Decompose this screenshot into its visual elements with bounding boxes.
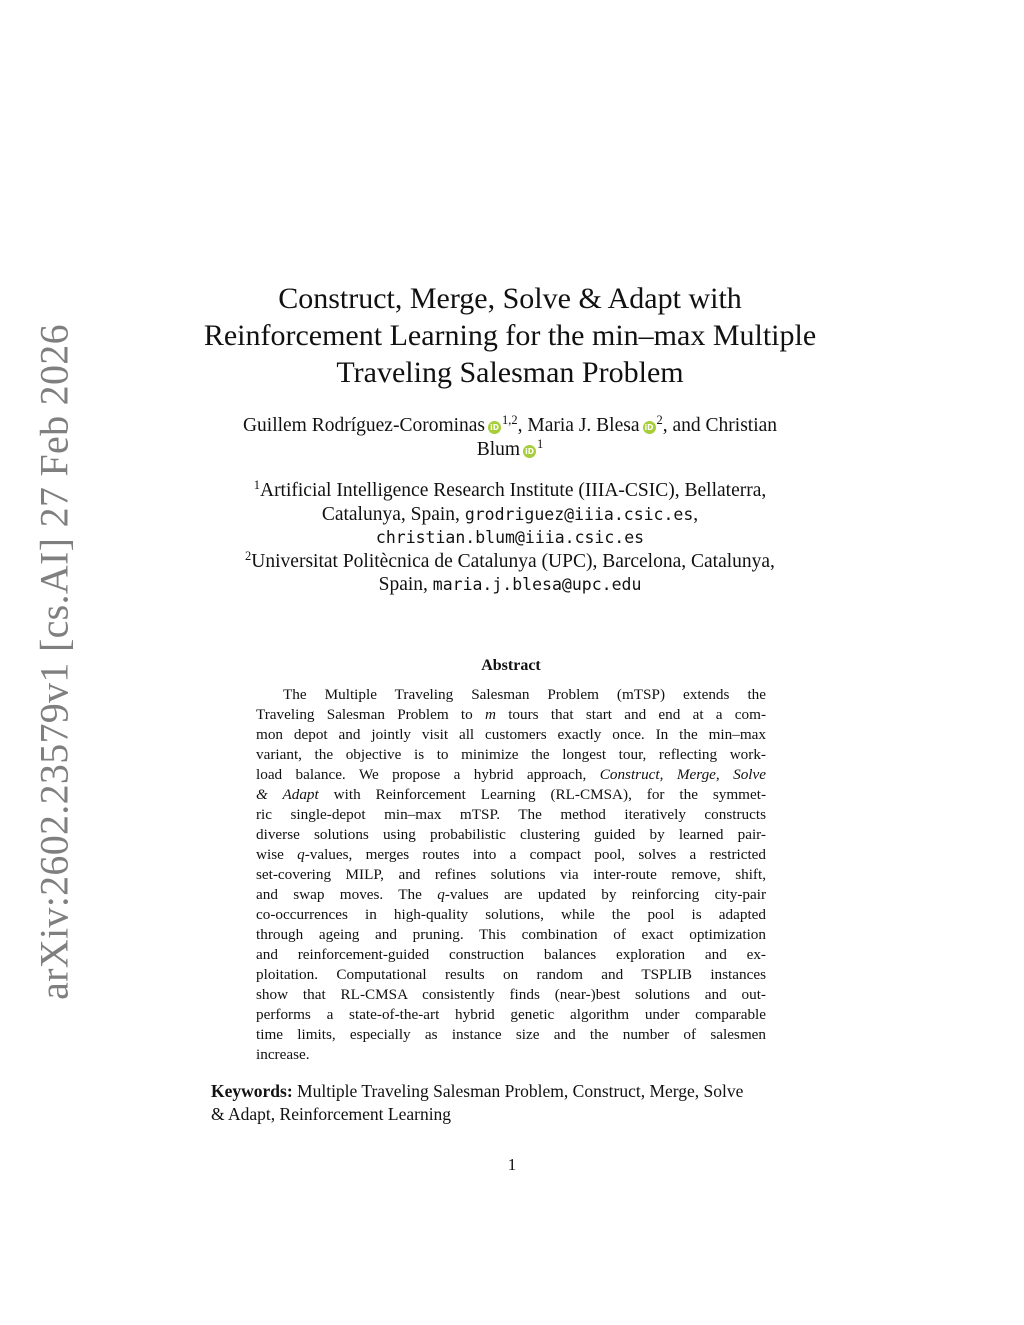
abstract-line: variant, the objective is to minimize the longest tour, reflecting work-: [256, 746, 766, 763]
title-line: Traveling Salesman Problem: [336, 356, 684, 389]
abstract-line: and swap moves. The q-values are updated by reinforcing city-pair: [256, 886, 767, 903]
email-link[interactable]: maria.j.blesa@upc.edu: [432, 575, 642, 594]
author-affiliation-marker: 1: [537, 437, 544, 451]
author-name: , Maria J. Blesa: [517, 415, 640, 436]
keywords-label: Keywords:: [211, 1081, 293, 1101]
abstract-line: & Adapt with Reinforcement Learning (RL-CMSA), for the symmet-: [256, 786, 767, 803]
abstract-line: The Multiple Traveling Salesman Problem (mTSP) extends the: [283, 686, 766, 703]
title-line: Construct, Merge, Solve & Adapt with: [278, 282, 742, 315]
abstract-line: ploitation. Computational results on random and TSPLIB instances: [256, 966, 766, 983]
abstract-line: performs a state-of-the-art hybrid genetic algorithm under comparable: [256, 1006, 766, 1023]
abstract-line: co-occurrences in high-quality solutions, while the pool is adapted: [256, 906, 766, 923]
affiliation-text: Artificial Intelligence Research Institute (IIIA-CSIC), Bellaterra,: [259, 480, 767, 501]
page-number: 1: [507, 1155, 517, 1174]
affiliation-text: ,: [693, 503, 699, 525]
affiliation-marker: 2: [245, 548, 252, 563]
author-list: [180, 414, 840, 462]
affiliation-text: Catalunya, Spain,: [321, 503, 465, 525]
author-affiliation-marker: 2: [656, 413, 663, 427]
abstract-line: mon depot and jointly visit all customers exactly once. In the min–max: [256, 726, 766, 743]
email-link[interactable]: grodriguez@iiia.csic.es: [464, 504, 694, 524]
abstract-line: through ageing and pruning. This combination of exact optimization: [256, 926, 766, 943]
keywords-text: & Adapt, Reinforcement Learning: [211, 1104, 452, 1124]
orcid-icon[interactable]: iD: [643, 421, 656, 434]
title-line: Reinforcement Learning for the min–max Multiple: [203, 319, 817, 352]
author-affiliation-marker: 1,2: [502, 413, 518, 427]
paper-title: [180, 280, 840, 391]
affiliation-text: Spain,: [378, 574, 433, 595]
abstract-line: increase.: [256, 1046, 310, 1063]
keywords-text: Multiple Traveling Salesman Problem, Construct, Merge, Solve: [297, 1081, 744, 1101]
abstract-heading: Abstract: [481, 657, 541, 674]
affiliations: [180, 479, 840, 597]
email-link[interactable]: christian.blum@iiia.csic.es: [375, 528, 645, 547]
abstract-line: ric single-depot min–max mTSP. The method iteratively constructs: [256, 806, 766, 823]
affiliation-marker: 1: [253, 478, 260, 492]
author-name: Guillem Rodríguez-Corominas: [242, 415, 486, 436]
orcid-icon[interactable]: iD: [488, 421, 501, 434]
author-name: Blum: [476, 439, 521, 460]
abstract-line: Traveling Salesman Problem to m tours that start and end at a com-: [256, 706, 766, 723]
abstract-line: time limits, especially as instance size and the number of salesmen: [256, 1026, 766, 1043]
abstract-line: load balance. We propose a hybrid approach, Construct, Merge, Solve: [256, 766, 767, 783]
abstract-line: set-covering MILP, and refines solutions via inter-route remove, shift,: [256, 866, 766, 883]
orcid-icon[interactable]: iD: [523, 445, 536, 458]
abstract-line: and reinforcement-guided construction balances exploration and ex-: [256, 946, 766, 963]
abstract-line: show that RL-CMSA consistently finds (near-)best solutions and out-: [256, 986, 766, 1003]
abstract-line: wise q-values, merges routes into a compact pool, solves a restricted: [256, 846, 767, 863]
affiliation-text: Universitat Politècnica de Catalunya (UPC), Barcelona, Catalunya,: [251, 550, 775, 572]
author-name: , and Christian: [662, 415, 778, 436]
abstract-line: diverse solutions using probabilistic clustering guided by learned pair-: [256, 826, 766, 843]
arxiv-identifier-watermark: arXiv:2602.23579v1 [cs.AI] 27 Feb 2026: [31, 324, 77, 1000]
keywords: [211, 1080, 811, 1126]
abstract-body: [256, 685, 766, 1065]
